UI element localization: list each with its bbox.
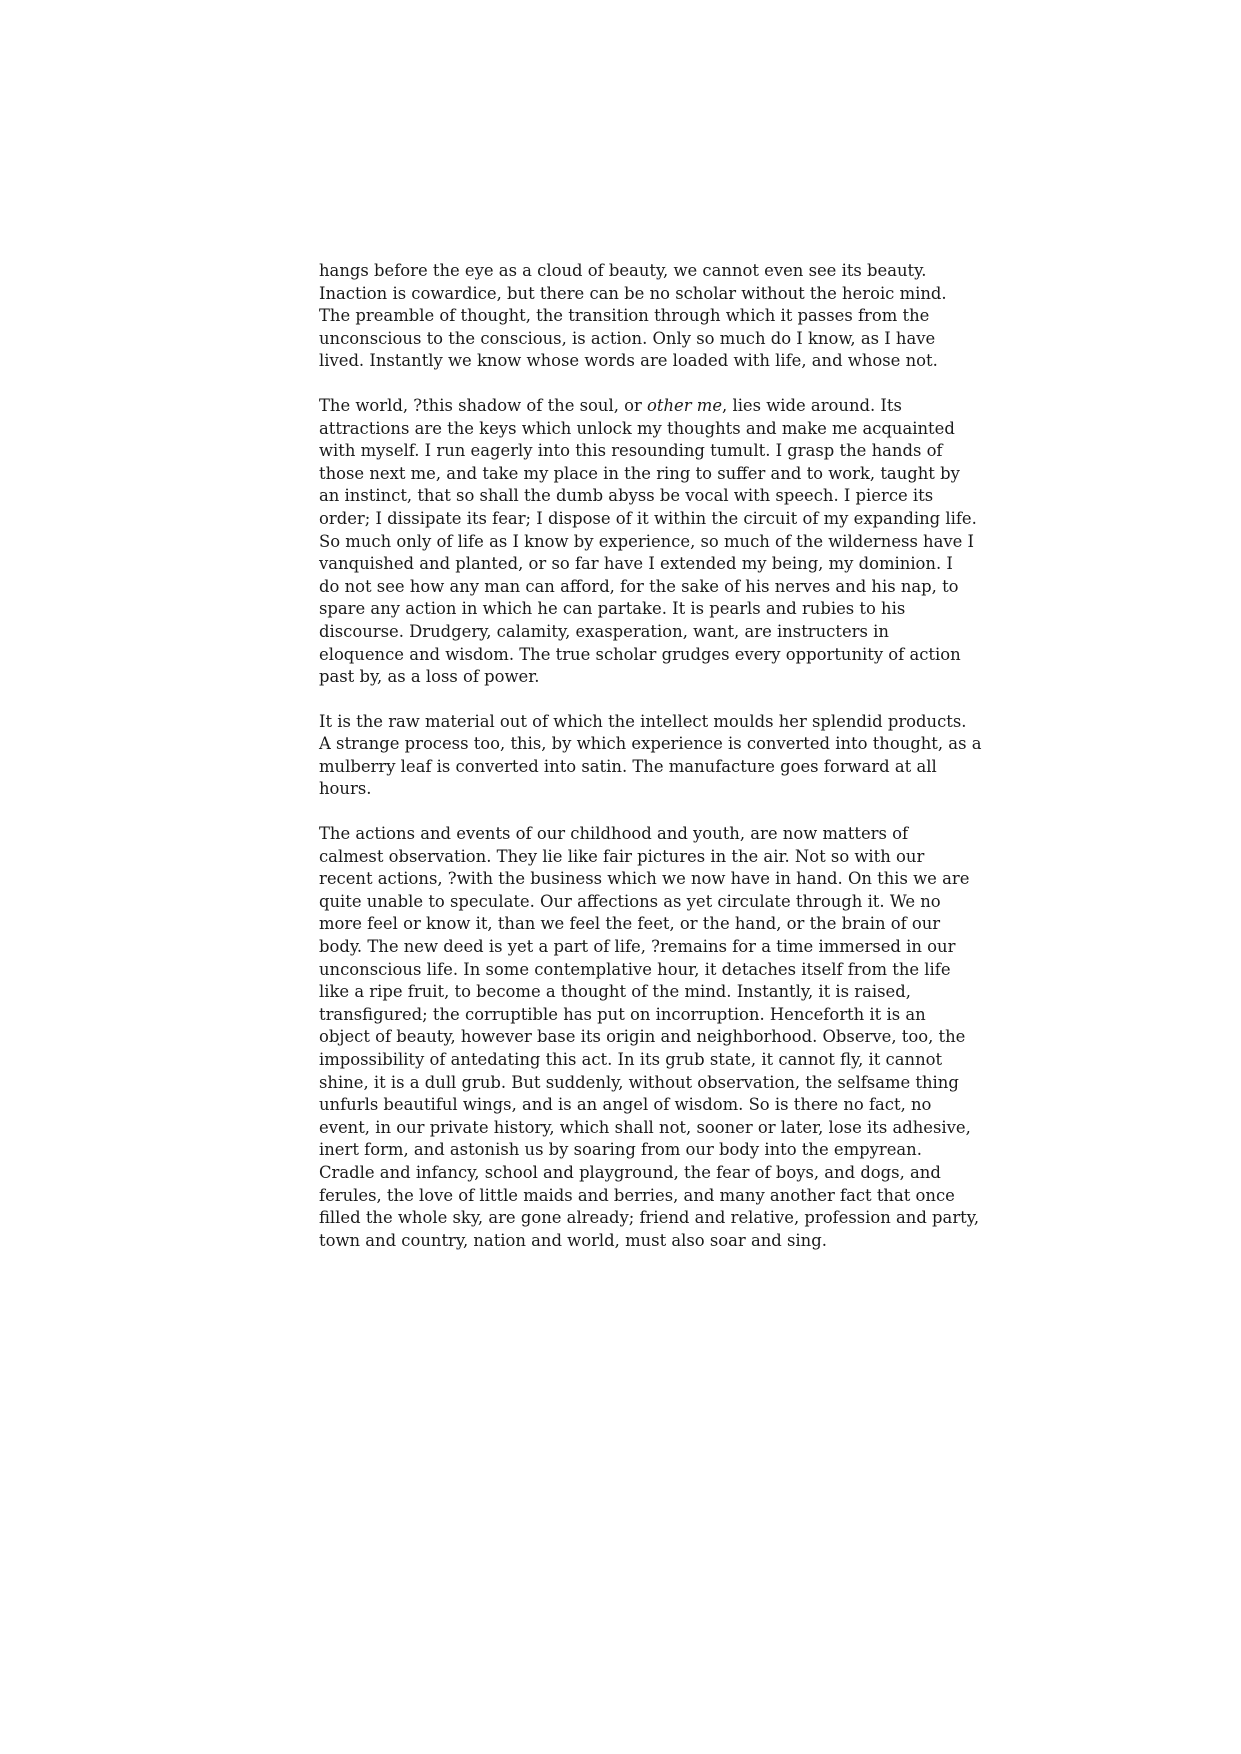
paragraph-2: [319, 395, 977, 689]
text-run: The world, ?this shadow of the soul, or: [319, 395, 648, 415]
text-line: with myself. I run eagerly into this resounding tumult. I grasp the hands of: [319, 441, 943, 461]
text-line: lived. Instantly we know whose words are loaded with life, and whose not.: [319, 351, 938, 371]
text-line: eloquence and wisdom. The true scholar grudges every opportunity of action: [319, 644, 961, 664]
text-line: unconscious to the conscious, is action. Only so much do I know, as I have: [319, 328, 936, 348]
text-line: unconscious life. In some contemplative hour, it detaches itself from the life: [319, 959, 951, 979]
text-line: [319, 395, 939, 418]
text-line: like a ripe fruit, to become a thought of the mind. Instantly, it is raised,: [319, 982, 911, 1002]
body-text: [319, 260, 982, 1274]
text-line: calmest observation. They lie like fair pictures in the air. Not so with our: [319, 846, 925, 866]
text-line: attractions are the keys which unlock my thoughts and make me acquainted: [319, 418, 955, 438]
text-line: transfigured; the corruptible has put on incorruption. Henceforth it is an: [319, 1004, 926, 1024]
text-line: order; I dissipate its fear; I dispose of it within the circuit of my expanding life.: [319, 508, 977, 528]
text-line: shine, it is a dull grub. But suddenly, without observation, the selfsame thing: [319, 1072, 959, 1092]
text-line: more feel or know it, than we feel the feet, or the hand, or the brain of our: [319, 914, 941, 934]
text-line: discourse. Drudgery, calamity, exasperation, want, are instructers in: [319, 621, 889, 641]
text-line: A strange process too, this, by which experience is converted into thought, as a: [319, 734, 982, 754]
text-line: mulberry leaf is converted into satin. The manufacture goes forward at all: [319, 756, 937, 776]
text-line: inert form, and astonish us by soaring from our body into the empyrean.: [319, 1140, 922, 1160]
text-line: an instinct, that so shall the dumb abyss be vocal with speech. I pierce its: [319, 486, 934, 506]
text-line: Cradle and infancy, school and playground, the fear of boys, and dogs, and: [319, 1162, 941, 1182]
paragraph-4: [319, 823, 980, 1252]
text-line: past by, as a loss of power.: [319, 667, 540, 687]
text-line: recent actions, ?with the business which we now have in hand. On this we are: [319, 869, 970, 889]
text-line: So much only of life as I know by experience, so much of the wilderness have I: [319, 531, 975, 551]
text-line: vanquished and planted, or so far have I extended my being, my dominion. I: [319, 554, 953, 574]
text-line: event, in our private history, which shall not, sooner or later, lose its adhesive,: [319, 1117, 971, 1137]
text-line: It is the raw material out of which the intellect moulds her splendid products.: [319, 711, 967, 731]
text-line: impossibility of antedating this act. In its grub state, it cannot fly, it cannot: [319, 1050, 943, 1069]
text-line: The actions and events of our childhood and youth, are now matters of: [319, 824, 909, 844]
paragraph-3: [319, 711, 982, 801]
text-line: unfurls beautiful wings, and is an angel of wisdom. So is there no fact, no: [319, 1095, 932, 1115]
text-line: object of beauty, however base its origin and neighborhood. Observe, too, the: [319, 1027, 966, 1047]
text-line: quite unable to speculate. Our affections as yet circulate through it. We no: [319, 891, 941, 911]
text-line: spare any action in which he can partake. It is pearls and rubies to his: [319, 599, 906, 619]
text-run: , lies wide around. Its: [722, 395, 902, 415]
text-line: do not see how any man can afford, for the sake of his nerves and his nap, to: [319, 576, 959, 596]
text-line: filled the whole sky, are gone already; friend and relative, profession and party,: [319, 1208, 980, 1228]
text-line: hangs before the eye as a cloud of beauty, we cannot even see its beauty.: [319, 261, 927, 280]
text-line: Inaction is cowardice, but there can be no scholar without the heroic mind.: [319, 283, 947, 303]
text-line: The preamble of thought, the transition through which it passes from the: [319, 306, 930, 326]
text-line: those next me, and take my place in the ring to suffer and to work, taught by: [319, 463, 960, 483]
text-line: town and country, nation and world, must also soar and sing.: [319, 1230, 827, 1250]
italic-text: other me: [647, 395, 723, 415]
text-line: hours.: [319, 779, 372, 799]
paragraph-1: [319, 260, 947, 373]
text-line: body. The new deed is yet a part of life, ?remains for a time immersed in our: [319, 937, 956, 957]
text-line: ferules, the love of little maids and berries, and many another fact that once: [319, 1185, 955, 1205]
